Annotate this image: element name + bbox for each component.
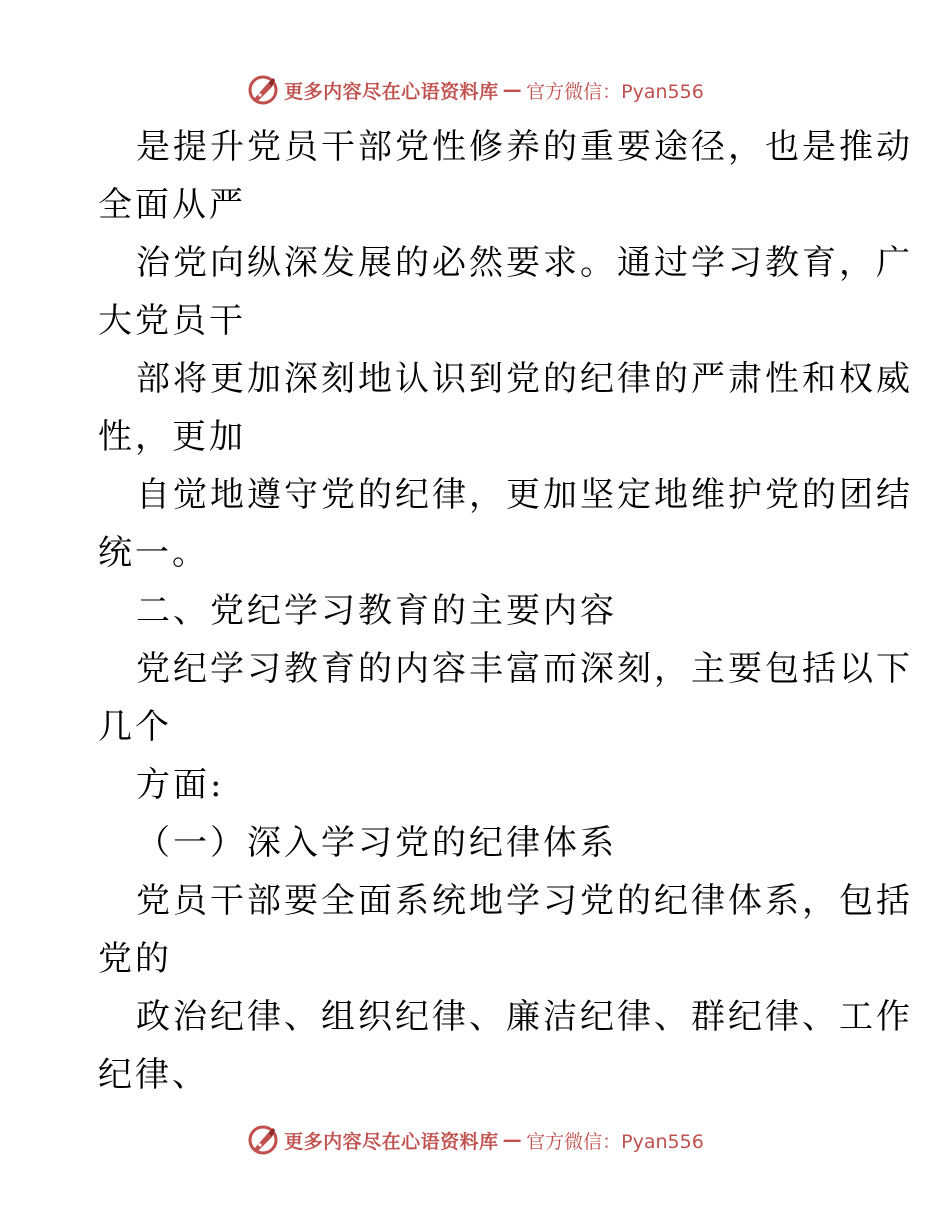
text-line: 性，更加 (98, 417, 246, 457)
watermark-brand: 更多内容尽在心语资料库 (284, 1130, 499, 1153)
text-line: 治党向纵深发展的必然要求。通过学习教育，广 (136, 243, 913, 283)
text-line: 全面从严 (98, 185, 246, 225)
watermark-wechat: 官方微信：Pyan556 (526, 80, 704, 103)
document-body (98, 118, 913, 1104)
text-line: 政治纪律、组织纪律、廉洁纪律、群纪律、工作 (136, 997, 913, 1037)
pen-nib-circle-icon (246, 73, 280, 107)
text-line: 自觉地遵守党的纪律，更加坚定地维护党的团结 (136, 475, 913, 515)
text-line: 统一。 (98, 533, 209, 573)
text-line: 党员干部要全面系统地学习党的纪律体系，包括 (136, 881, 913, 921)
text-line: 纪律、 (98, 1055, 209, 1095)
watermark-separator: — (502, 79, 523, 101)
text-line: 部将更加深刻地认识到党的纪律的严肃性和权威 (136, 359, 913, 399)
text-line: 党纪学习教育的内容丰富而深刻，主要包括以下 (136, 649, 913, 689)
text-line: 大党员干 (98, 301, 246, 341)
pen-nib-circle-icon (246, 1123, 280, 1157)
text-line: 党的 (98, 939, 172, 979)
text-line: 方面: (136, 765, 225, 805)
text-line: 二、党纪学习教育的主要内容 (136, 591, 617, 631)
footer-watermark (0, 1120, 950, 1160)
watermark-wechat: 官方微信：Pyan556 (526, 1130, 704, 1153)
text-line: 几个 (98, 707, 172, 747)
text-line: 是提升党员干部党性修养的重要途径，也是推动 (136, 127, 913, 167)
text-line: （一）深入学习党的纪律体系 (136, 823, 617, 863)
watermark-brand: 更多内容尽在心语资料库 (284, 80, 499, 103)
header-watermark (0, 70, 950, 110)
watermark-separator: — (502, 1129, 523, 1151)
